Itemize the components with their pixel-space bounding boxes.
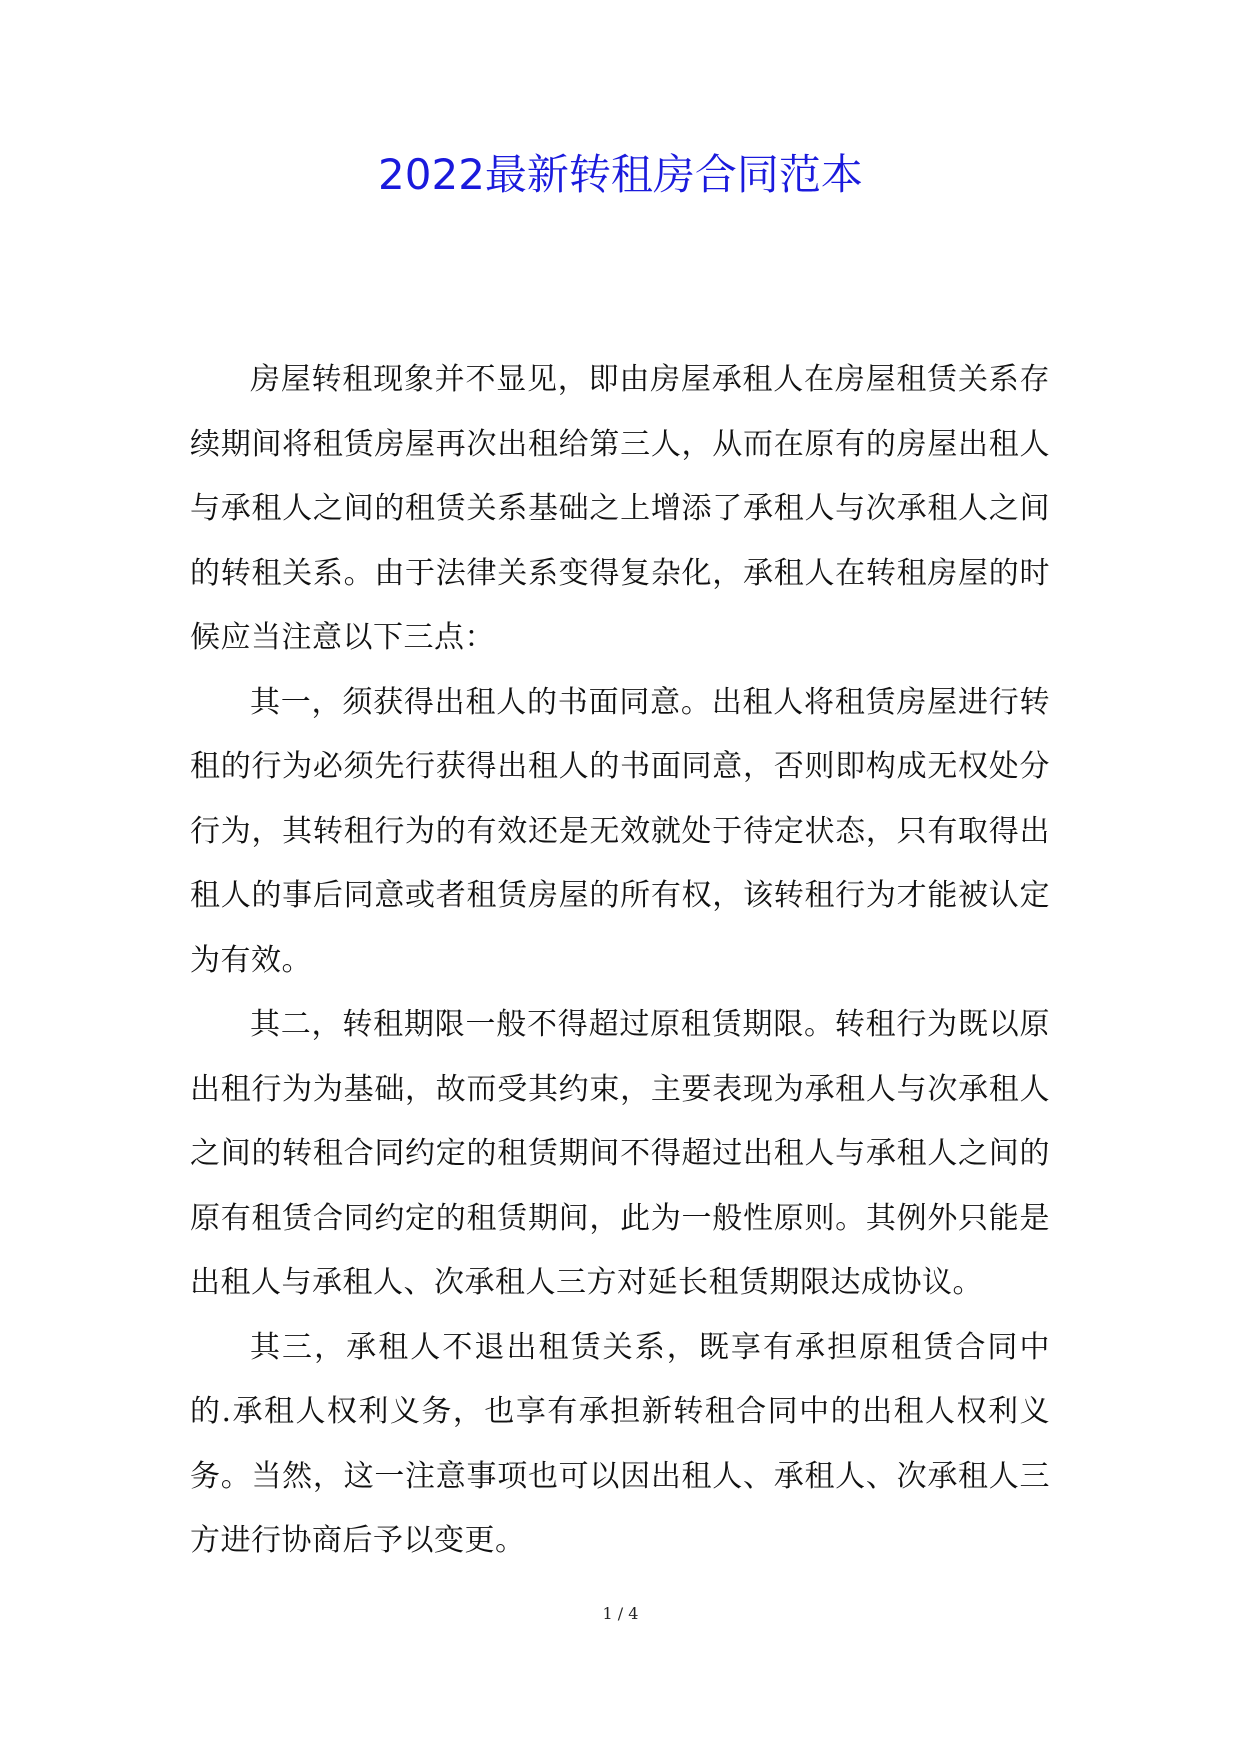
- paragraph-intro: 房屋转租现象并不显见，即由房屋承租人在房屋租赁关系存续期间将租赁房屋再次出租给第三人，从而在原有的房屋出租人与承租人之间的租赁关系基础之上增添了承租人与次承租人之间的转租关系。由于法律关系变得复杂化，承租人在转租房屋的时候应当注意以下三点：: [190, 362, 1050, 655]
- page-number: 1 / 4: [602, 1604, 639, 1623]
- document-title: 2022最新转租房合同范本: [378, 150, 863, 199]
- paragraph-point-one: 其一，须获得出租人的书面同意。出租人将租赁房屋进行转租的行为必须先行获得出租人的书面同意，否则即构成无权处分行为，其转租行为的有效还是无效就处于待定状态，只有取得出租人的事后同意或者租赁房屋的所有权，该转租行为才能被认定为有效。: [190, 684, 1050, 978]
- paragraph-point-two: 其二，转租期限一般不得超过原租赁期限。转租行为既以原出租行为为基础，故而受其约束，主要表现为承租人与次承租人之间的转租合同约定的租赁期间不得超过出租人与承租人之间的原有租赁合同约定的租赁期间，此为一般性原则。其例外只能是出租人与承租人、次承租人三方对延长租赁期限达成协议。: [190, 1007, 1050, 1300]
- document-body: [190, 348, 1050, 1574]
- paragraph-point-three: 其三，承租人不退出租赁关系，既享有承担原租赁合同中的.承租人权利义务，也享有承担新转租合同中的出租人权利义务。当然，这一注意事项也可以因出租人、承租人、次承租人三方进行协商后予以变更。: [190, 1329, 1050, 1558]
